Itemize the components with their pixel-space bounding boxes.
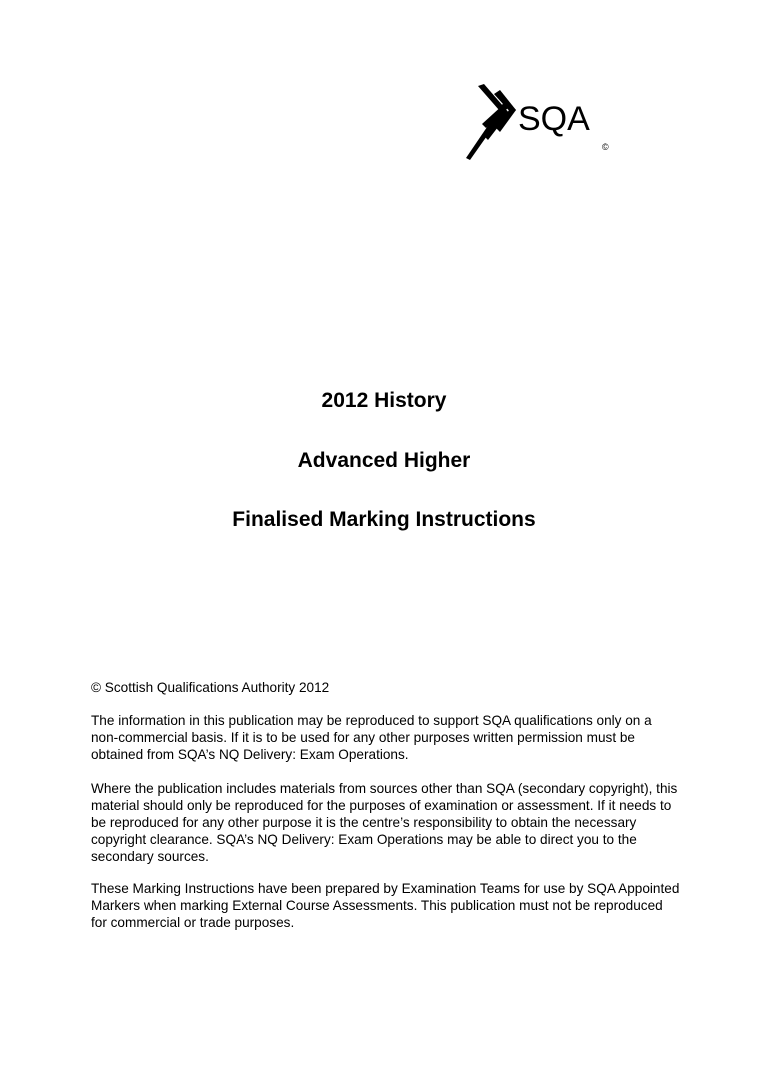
title-year-subject: 2012 History bbox=[321, 389, 447, 412]
title-document-type: Finalised Marking Instructions bbox=[232, 508, 536, 531]
logo-copyright-symbol: © bbox=[602, 142, 609, 152]
secondary-copyright-paragraph: Where the publication includes materials from sources other than SQA (secondary copyright), this material should only be reproduced for the purposes of examination or assessment. If it needs to be reproduced for any other purpose it is the centre’s responsibility to obtain the necessary copyright clearance. SQA’s NQ Delivery: Exam Operations may be able to direct you to the secondary sources. bbox=[91, 781, 678, 864]
copyright-notice: © Scottish Qualifications Authority 2012 bbox=[91, 680, 330, 695]
reproduction-paragraph: The information in this publication may be reproduced to support SQA qualifications only on a non-commercial basis. If it is to be used for any other purposes written permission must be obtained from SQA’s NQ Delivery: Exam Operations. bbox=[91, 713, 652, 762]
saltire-icon bbox=[466, 84, 516, 160]
logo-wordmark: SQA bbox=[518, 100, 590, 138]
sqa-logo bbox=[464, 80, 624, 160]
title-level: Advanced Higher bbox=[297, 449, 471, 472]
marking-instructions-paragraph: These Marking Instructions have been prepared by Examination Teams for use by SQA Appointed Markers when marking External Course Assessments. This publication must not be reproduced for commercial or trade purposes. bbox=[91, 881, 680, 930]
